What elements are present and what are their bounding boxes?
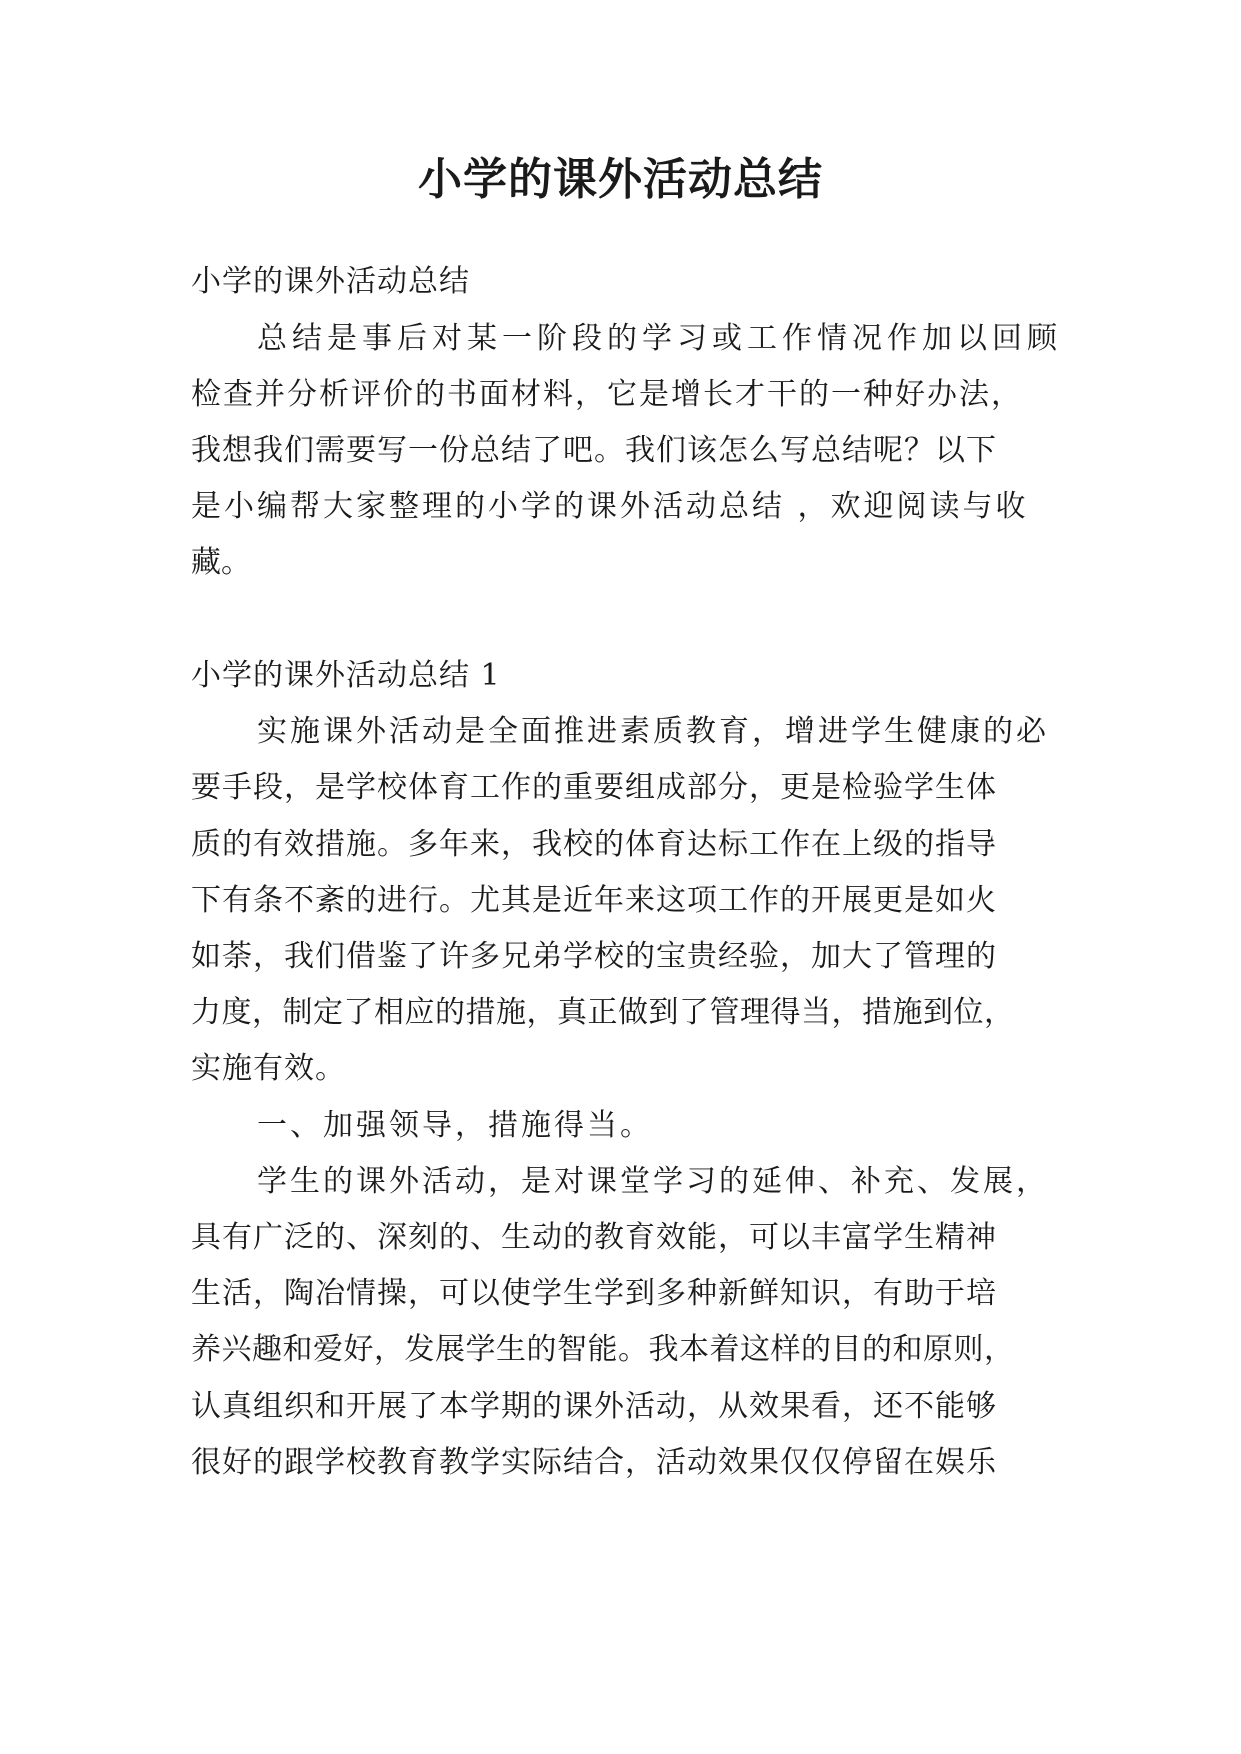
section-heading: 小学的课外活动总结 1 [191, 658, 501, 693]
paragraph-line: 是小编帮大家整理的小学的课外活动总结 ，欢迎阅读与收 [191, 489, 1029, 524]
paragraph-line: 很好的跟学校教育教学实际结合，活动效果仅仅停留在娱乐 [191, 1445, 997, 1480]
paragraph-line: 如荼，我们借鉴了许多兄弟学校的宝贵经验，加大了管理的 [191, 939, 997, 974]
paragraph-line: 生活，陶冶情操，可以使学生学到多种新鲜知识，有助于培 [191, 1276, 997, 1311]
section-heading: 小学的课外活动总结 [191, 264, 470, 299]
paragraph-line: 一、加强领导，措施得当。 [257, 1108, 653, 1143]
paragraph-line: 我想我们需要写一份总结了吧。我们该怎么写总结呢？以下 [191, 433, 997, 468]
paragraph-line: 实施有效。 [191, 1051, 346, 1086]
paragraph-line: 具有广泛的、深刻的、生动的教育效能，可以丰富学生精神 [191, 1220, 997, 1255]
paragraph-line: 检查并分析评价的书面材料，它是增长才干的一种好办法， [191, 377, 1023, 412]
paragraph-line: 学生的课外活动，是对课堂学习的延伸、补充、发展， [257, 1164, 1049, 1199]
paragraph-line: 藏。 [191, 545, 251, 580]
paragraph-line: 下有条不紊的进行。尤其是近年来这项工作的开展更是如火 [191, 883, 997, 918]
paragraph-line: 质的有效措施。多年来，我校的体育达标工作在上级的指导 [191, 827, 997, 862]
paragraph-line: 总结是事后对某一阶段的学习或工作情况作加以回顾 [257, 321, 1062, 356]
paragraph-line: 实施课外活动是全面推进素质教育，增进学生健康的必 [257, 714, 1049, 749]
paragraph-line: 要手段，是学校体育工作的重要组成部分，更是检验学生体 [191, 770, 997, 805]
document-title: 小学的课外活动总结 [418, 154, 823, 205]
paragraph-line: 力度，制定了相应的措施，真正做到了管理得当，措施到位， [191, 995, 1015, 1030]
paragraph-line: 养兴趣和爱好，发展学生的智能。我本着这样的目的和原则， [191, 1332, 1015, 1367]
paragraph-line: 认真组织和开展了本学期的课外活动，从效果看，还不能够 [191, 1389, 997, 1424]
